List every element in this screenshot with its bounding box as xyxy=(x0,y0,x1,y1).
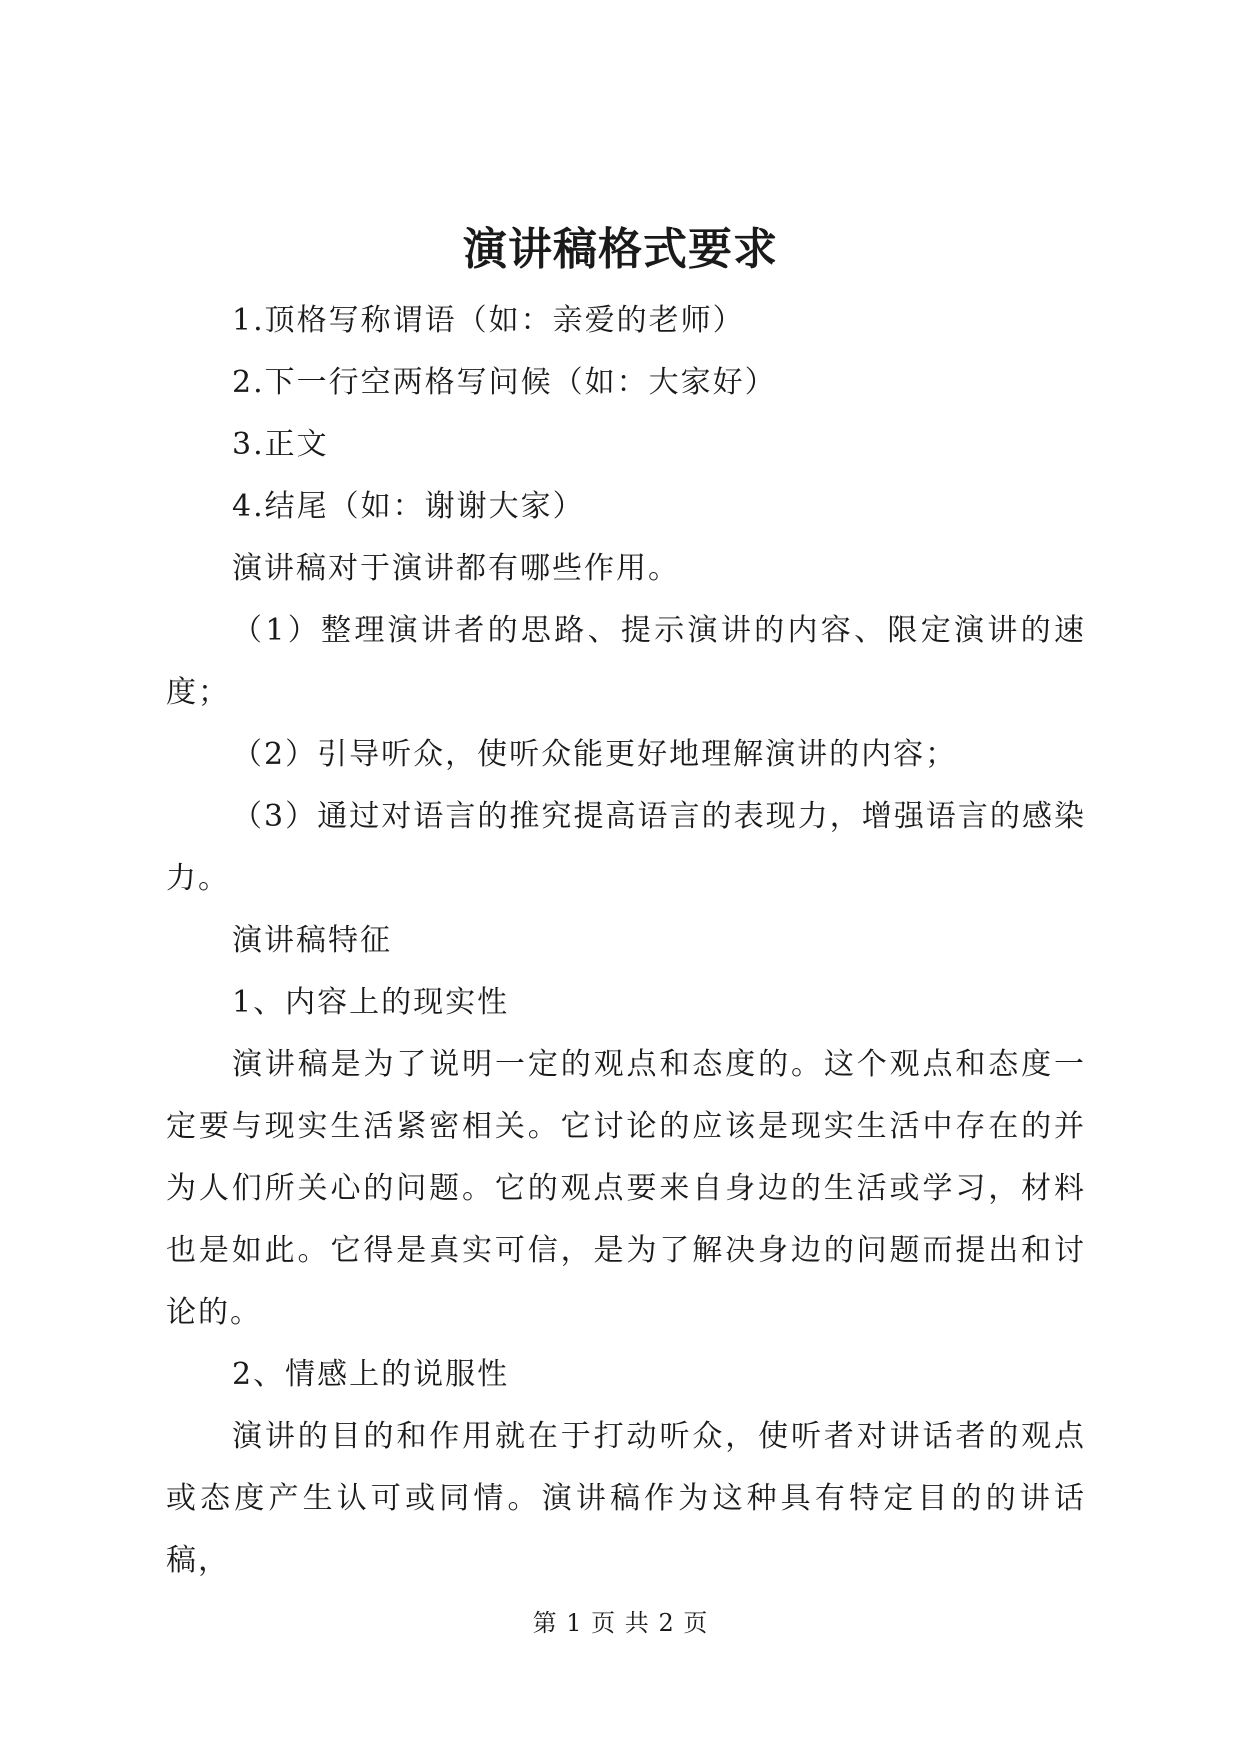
page-footer: 第 1 页 共 2 页 xyxy=(532,1609,709,1637)
document-title: 演讲稿格式要求 xyxy=(463,224,778,275)
paragraph-11: 演讲稿是为了说明一定的观点和态度的。这个观点和态度一定要与现实生活紧密相关。它讨论的应该是现实生活中存在的并为人们所关心的问题。它的观点要来自身边的生活或学习，材料也是如此。它得是真实可信，是为了解决身边的问题而提出和讨论的。 xyxy=(166,1047,1086,1330)
paragraph-8: （3）通过对语言的推究提高语言的表现力，增强语言的感染力。 xyxy=(166,799,1086,896)
paragraph-7: （2）引导听众，使听众能更好地理解演讲的内容； xyxy=(232,737,958,772)
paragraph-4: 4.结尾（如：谢谢大家） xyxy=(232,489,585,524)
paragraph-13: 演讲的目的和作用就在于打动听众，使听者对讲话者的观点或态度产生认可或同情。演讲稿作为这种具有特定目的的讲话稿， xyxy=(166,1419,1086,1578)
paragraph-12: 2、情感上的说服性 xyxy=(232,1357,510,1392)
paragraph-3: 3.正文 xyxy=(232,427,329,462)
paragraph-2: 2.下一行空两格写问候（如：大家好） xyxy=(232,365,777,400)
paragraph-10: 1、内容上的现实性 xyxy=(232,985,510,1020)
paragraph-6: （1）整理演讲者的思路、提示演讲的内容、限定演讲的速度； xyxy=(166,613,1086,710)
document-body xyxy=(166,290,1086,1592)
paragraph-5: 演讲稿对于演讲都有哪些作用。 xyxy=(232,551,680,586)
paragraph-9: 演讲稿特征 xyxy=(232,923,392,958)
paragraph-1: 1.顶格写称谓语（如：亲爱的老师） xyxy=(232,303,745,338)
